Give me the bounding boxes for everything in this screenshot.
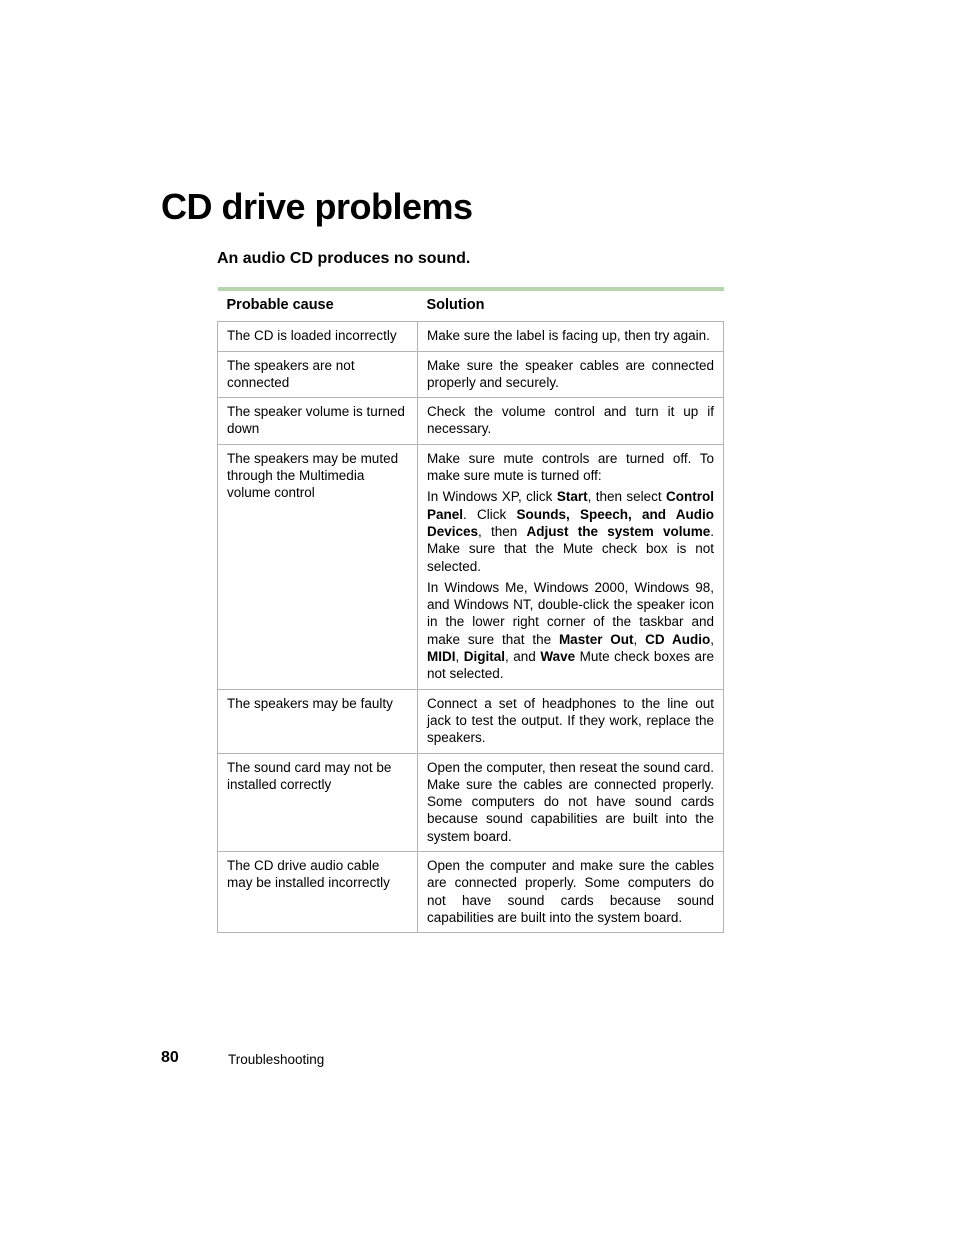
solution-cell [418,398,724,445]
ui-term-text: Wave [540,649,576,665]
solution-text: Make sure mute controls are turned off. To make sure mute is turned off: [427,450,714,484]
solution-paragraph [427,327,714,344]
cause-cell: The speaker volume is turned down [218,398,418,445]
table-row [218,444,724,689]
solution-cell [418,753,724,851]
table-row [218,322,724,351]
table-row [218,753,724,851]
cause-cell: The speakers may be faulty [218,689,418,753]
troubleshooting-table [217,287,724,933]
ui-term-text: MIDI [427,649,456,665]
solution-text: , then [478,523,527,539]
solution-paragraph [427,488,714,574]
solution-text: , [633,631,646,647]
header-probable-cause: Probable cause [218,289,418,322]
cause-cell: The CD is loaded incorrectly [218,322,418,351]
solution-paragraph [427,759,714,845]
footer-section-title: Troubleshooting [228,1052,325,1067]
table-row [218,689,724,753]
solution-paragraph [427,695,714,747]
solution-paragraph [427,857,714,926]
solution-cell [418,322,724,351]
solution-text: In Windows XP, click [427,489,557,505]
ui-term-text: Control Panel [427,489,715,522]
solution-cell [418,351,724,398]
page-number: 80 [161,1049,179,1066]
table-body [218,322,724,933]
ui-term-text: Start [556,489,588,505]
solution-text: , and [505,649,541,665]
ui-term-text: Adjust the system volume [526,523,711,539]
solution-paragraph [427,579,714,683]
ui-term-text: Sounds, Speech, and Audio Devices [427,506,714,539]
solution-text: Connect a set of headphones to the line out jack to test the output. If they work, replace the speakers. [427,695,714,746]
cause-cell: The speakers may be muted through the Multimedia volume control [218,444,418,689]
solution-text: In Windows Me, Windows 2000, Windows 98, and Windows NT, double-click the speaker icon in the lower right corner of the taskbar and make sure that the [427,579,714,647]
solution-paragraph [427,450,714,485]
solution-text: , [455,649,464,665]
table-row [218,351,724,398]
solution-paragraph [427,357,714,392]
solution-text: , then select [587,489,667,505]
cause-cell: The CD drive audio cable may be installed incorrectly [218,852,418,933]
page-title: CD drive problems [161,186,473,227]
solution-cell [418,852,724,933]
table-row [218,398,724,445]
solution-cell [418,689,724,753]
section-heading: An audio CD produces no sound. [217,250,471,267]
ui-term-text: CD Audio [645,631,711,647]
solution-text: Mute check boxes are not selected. [427,649,714,682]
solution-text: , [710,631,714,647]
solution-text: Open the computer, then reseat the sound card. Make sure the cables are connected properly. Some computers do not have sound cards because sound capabilities are built into the system board. [427,759,714,844]
cause-cell: The speakers are not connected [218,351,418,398]
solution-text: Check the volume control and turn it up if necessary. [427,404,714,437]
solution-text: Make sure the label is facing up, then try again. [427,328,710,344]
solution-text: Open the computer and make sure the cables are connected properly. Some computers do not have sound cards because sound capabilities are built into the system board. [427,858,714,925]
solution-text: . Click [463,506,517,522]
table-row [218,852,724,933]
solution-paragraph [427,403,714,438]
table-header-row [218,289,724,322]
solution-text: Make sure the speaker cables are connected properly and securely. [427,357,714,390]
solution-text: . Make sure that the Mute check box is not selected. [427,523,715,574]
page-footer [161,1048,561,1070]
header-solution: Solution [418,289,724,322]
ui-term-text: Master Out [558,631,634,647]
solution-cell [418,444,724,689]
cause-cell: The sound card may not be installed correctly [218,753,418,851]
ui-term-text: Digital [463,649,506,665]
